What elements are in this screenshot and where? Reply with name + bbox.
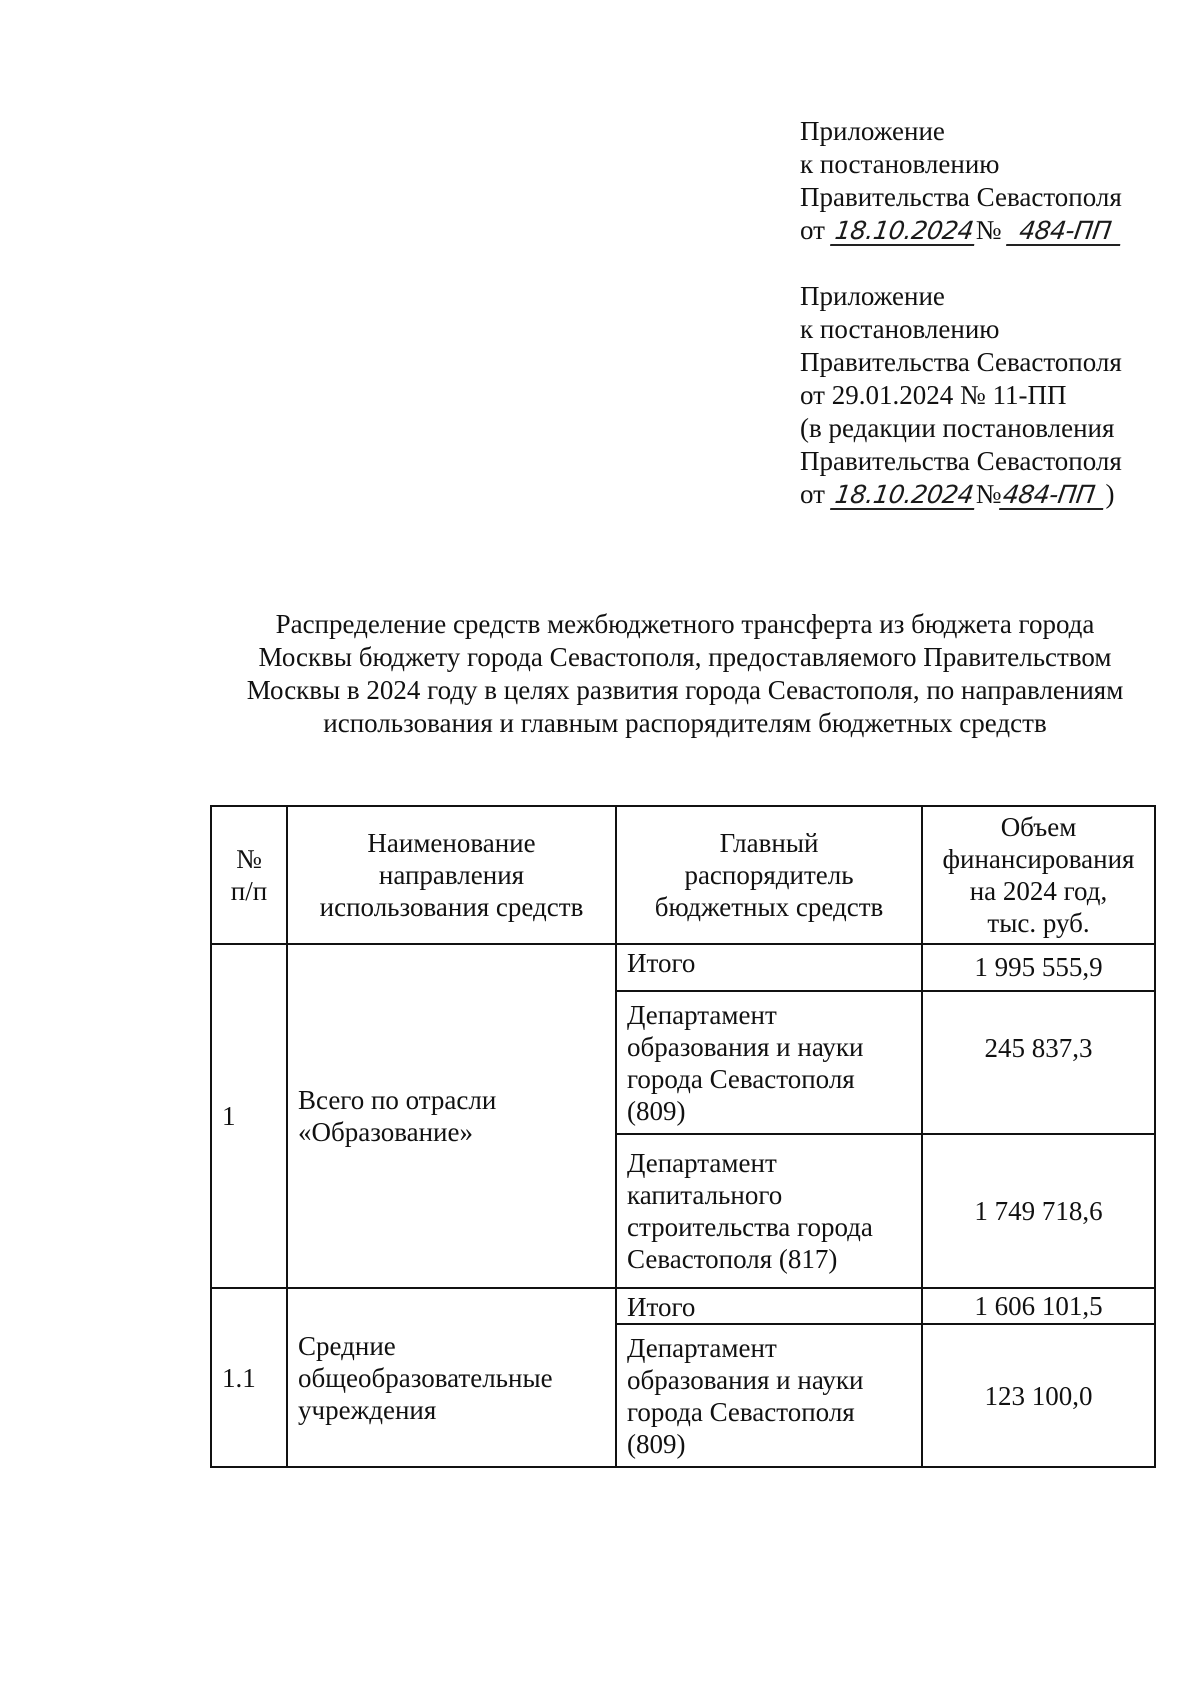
appendix-government: Правительства Севастополя	[800, 182, 1122, 212]
handwritten-number: 484-ПП	[1006, 218, 1124, 246]
handwritten-number: 484-ПП	[1000, 482, 1108, 510]
appendix-revision-date-line	[800, 478, 1180, 511]
chief-administrator: Итого	[616, 944, 922, 991]
chief-administrator: Департамент образования и науки города Севастополя (809)	[616, 1324, 922, 1467]
from-prefix: от	[800, 215, 825, 245]
appendix-original-header	[800, 280, 1180, 511]
funding-volume: 123 100,0	[922, 1324, 1155, 1467]
closing-paren: )	[1105, 479, 1115, 509]
document-title	[210, 608, 1160, 740]
funding-volume: 1 606 101,5	[922, 1288, 1155, 1324]
table-header-row	[211, 806, 1155, 944]
chief-administrator: Департамент капитального строительства города Севастополя (817)	[616, 1134, 922, 1288]
table-row	[211, 944, 1155, 991]
row-number: 1.1	[211, 1288, 287, 1467]
appendix-revision-note: (в редакции постановления	[800, 413, 1115, 443]
appendix-label: Приложение	[800, 116, 945, 146]
budget-allocation-table	[210, 805, 1156, 1468]
chief-administrator: Итого	[616, 1288, 922, 1324]
title-line: Распределение средств межбюджетного трансферта из бюджета города	[275, 609, 1095, 639]
direction-name: Средние общеобразовательные учреждения	[287, 1288, 616, 1467]
appendix-original-date: от 29.01.2024 № 11-ПП	[800, 380, 1067, 410]
chief-administrator: Департамент образования и науки города Севастополя (809)	[616, 991, 922, 1134]
title-line: Москвы бюджету города Севастополя, предоставляемого Правительством	[258, 642, 1112, 672]
header-direction-name: Наименование направления использования средств	[287, 806, 616, 944]
header-number: № п/п	[211, 806, 287, 944]
appendix-date-number-line	[800, 214, 1180, 247]
funding-volume: 245 837,3	[922, 991, 1155, 1134]
appendix-government: Правительства Севастополя	[800, 347, 1122, 377]
appendix-resolution-ref: к постановлению	[800, 314, 1000, 344]
appendix-revision-government: Правительства Севастополя	[800, 446, 1122, 476]
row-number: 1	[211, 944, 287, 1288]
title-line: Москвы в 2024 году в целях развития города Севастополя, по направлениям	[246, 675, 1124, 705]
handwritten-date: 18.10.2024	[830, 482, 978, 510]
funding-volume: 1 749 718,6	[922, 1134, 1155, 1288]
appendix-resolution-ref: к постановлению	[800, 149, 1000, 179]
number-sign: №	[975, 479, 1002, 509]
header-funding-volume: Объем финансирования на 2024 год, тыс. руб.	[922, 806, 1155, 944]
number-sign: №	[975, 215, 1002, 245]
from-prefix: от	[800, 479, 825, 509]
header-chief-administrator: Главный распорядитель бюджетных средств	[616, 806, 922, 944]
table-row	[211, 1288, 1155, 1324]
handwritten-date: 18.10.2024	[830, 218, 978, 246]
title-line: использования и главным распорядителям бюджетных средств	[323, 708, 1047, 738]
appendix-current-header	[800, 115, 1180, 247]
funding-volume: 1 995 555,9	[922, 944, 1155, 991]
direction-name: Всего по отрасли «Образование»	[287, 944, 616, 1288]
appendix-label: Приложение	[800, 281, 945, 311]
